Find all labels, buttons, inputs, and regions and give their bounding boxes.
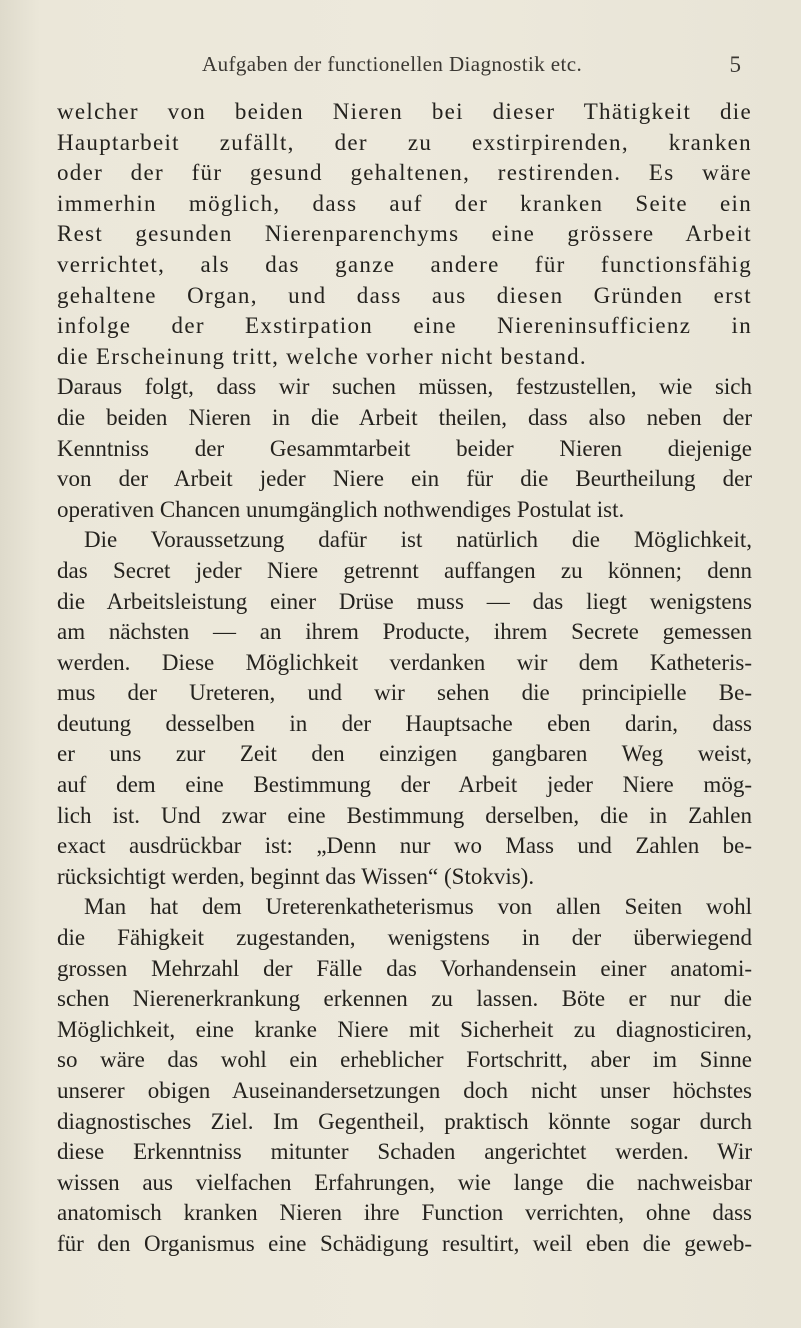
running-title: Aufgaben der functionellen Diagnostik etc. <box>202 52 583 76</box>
text-line: die Erscheinung tritt, welche vorher nicht bestand. <box>57 343 587 369</box>
text-line: grossen Mehrzahl der Fälle das Vorhandensein einer anatomi- <box>57 955 752 981</box>
page-header <box>0 52 801 82</box>
text-line: operativen Chancen unumgänglich nothwendiges Postulat ist. <box>57 496 625 522</box>
text-line: werden. Diese Möglichkeit verdanken wir dem Katheteris- <box>57 649 752 675</box>
text-line: lich ist. Und zwar eine Bestimmung derselben, die in Zahlen <box>57 802 752 828</box>
text-line: am nächsten — an ihrem Producte, ihrem Secrete gemessen <box>57 619 752 645</box>
text-line: verrichtet, als das ganze andere für functionsfähig <box>57 251 752 277</box>
text-line: die Fähigkeit zugestanden, wenigstens in der überwiegend <box>57 925 752 951</box>
text-line: welcher von beiden Nieren bei dieser Thätigkeit die <box>57 99 752 124</box>
text-line: oder der für gesund gehaltenen, restirenden. Es wäre <box>57 160 752 186</box>
text-line: exact ausdrückbar ist: „Denn nur wo Mass und Zahlen be- <box>57 833 752 859</box>
text-line: Möglichkeit, eine kranke Niere mit Sicherheit zu diagnosticiren, <box>57 1016 752 1042</box>
page-number: 5 <box>729 52 741 77</box>
text-line: so wäre das wohl ein erheblicher Fortschritt, aber im Sinne <box>57 1047 752 1073</box>
body-text <box>57 97 752 1260</box>
text-line: diagnostisches Ziel. Im Gegentheil, praktisch könnte sogar durch <box>57 1108 752 1134</box>
text-line: auf dem eine Bestimmung der Arbeit jeder Niere mög- <box>57 772 752 798</box>
text-line: immerhin möglich, dass auf der kranken Seite ein <box>57 190 752 216</box>
text-line: mus der Ureteren, und wir sehen die principielle Be- <box>57 680 752 706</box>
text-line: deutung desselben in der Hauptsache eben darin, dass <box>57 710 752 736</box>
text-line: Daraus folgt, dass wir suchen müssen, festzustellen, wie sich <box>57 374 752 400</box>
text-line: Man hat dem Ureterenkatheterismus von allen Seiten wohl <box>84 894 752 920</box>
text-line: Hauptarbeit zufällt, der zu exstirpirenden, kranken <box>57 129 752 155</box>
text-line: unserer obigen Auseinandersetzungen doch nicht unser höchstes <box>57 1078 752 1103</box>
text-line: infolge der Exstirpation eine Niereninsufficienz in <box>57 313 752 339</box>
text-line: anatomisch kranken Nieren ihre Function verrichten, ohne dass <box>57 1200 752 1226</box>
text-line: schen Nierenerkrankung erkennen zu lassen. Böte er nur die <box>57 986 752 1012</box>
text-line: Kenntniss der Gesammtarbeit beider Nieren diejenige <box>57 435 752 461</box>
text-line: er uns zur Zeit den einzigen gangbaren Weg weist, <box>57 741 752 767</box>
text-line: das Secret jeder Niere getrennt auffangen zu können; denn <box>57 557 752 583</box>
text-line: wissen aus vielfachen Erfahrungen, wie lange die nachweisbar <box>57 1169 752 1195</box>
text-line: diese Erkenntniss mitunter Schaden angerichtet werden. Wir <box>57 1139 752 1165</box>
text-line: Die Voraussetzung dafür ist natürlich die Möglichkeit, <box>84 527 752 553</box>
text-line: gehaltene Organ, und dass aus diesen Gründen erst <box>57 282 752 308</box>
text-line: von der Arbeit jeder Niere ein für die Beurtheilung der <box>57 466 752 492</box>
text-line: Rest gesunden Nierenparenchyms eine grössere Arbeit <box>57 221 752 247</box>
text-line: rücksichtigt werden, beginnt das Wissen“ (Stokvis). <box>57 863 535 889</box>
text-line: die Arbeitsleistung einer Drüse muss — das liegt wenigstens <box>57 588 752 614</box>
text-line: die beiden Nieren in die Arbeit theilen, dass also neben der <box>57 404 752 430</box>
text-line: für den Organismus eine Schädigung resultirt, weil eben die geweb- <box>57 1230 752 1256</box>
